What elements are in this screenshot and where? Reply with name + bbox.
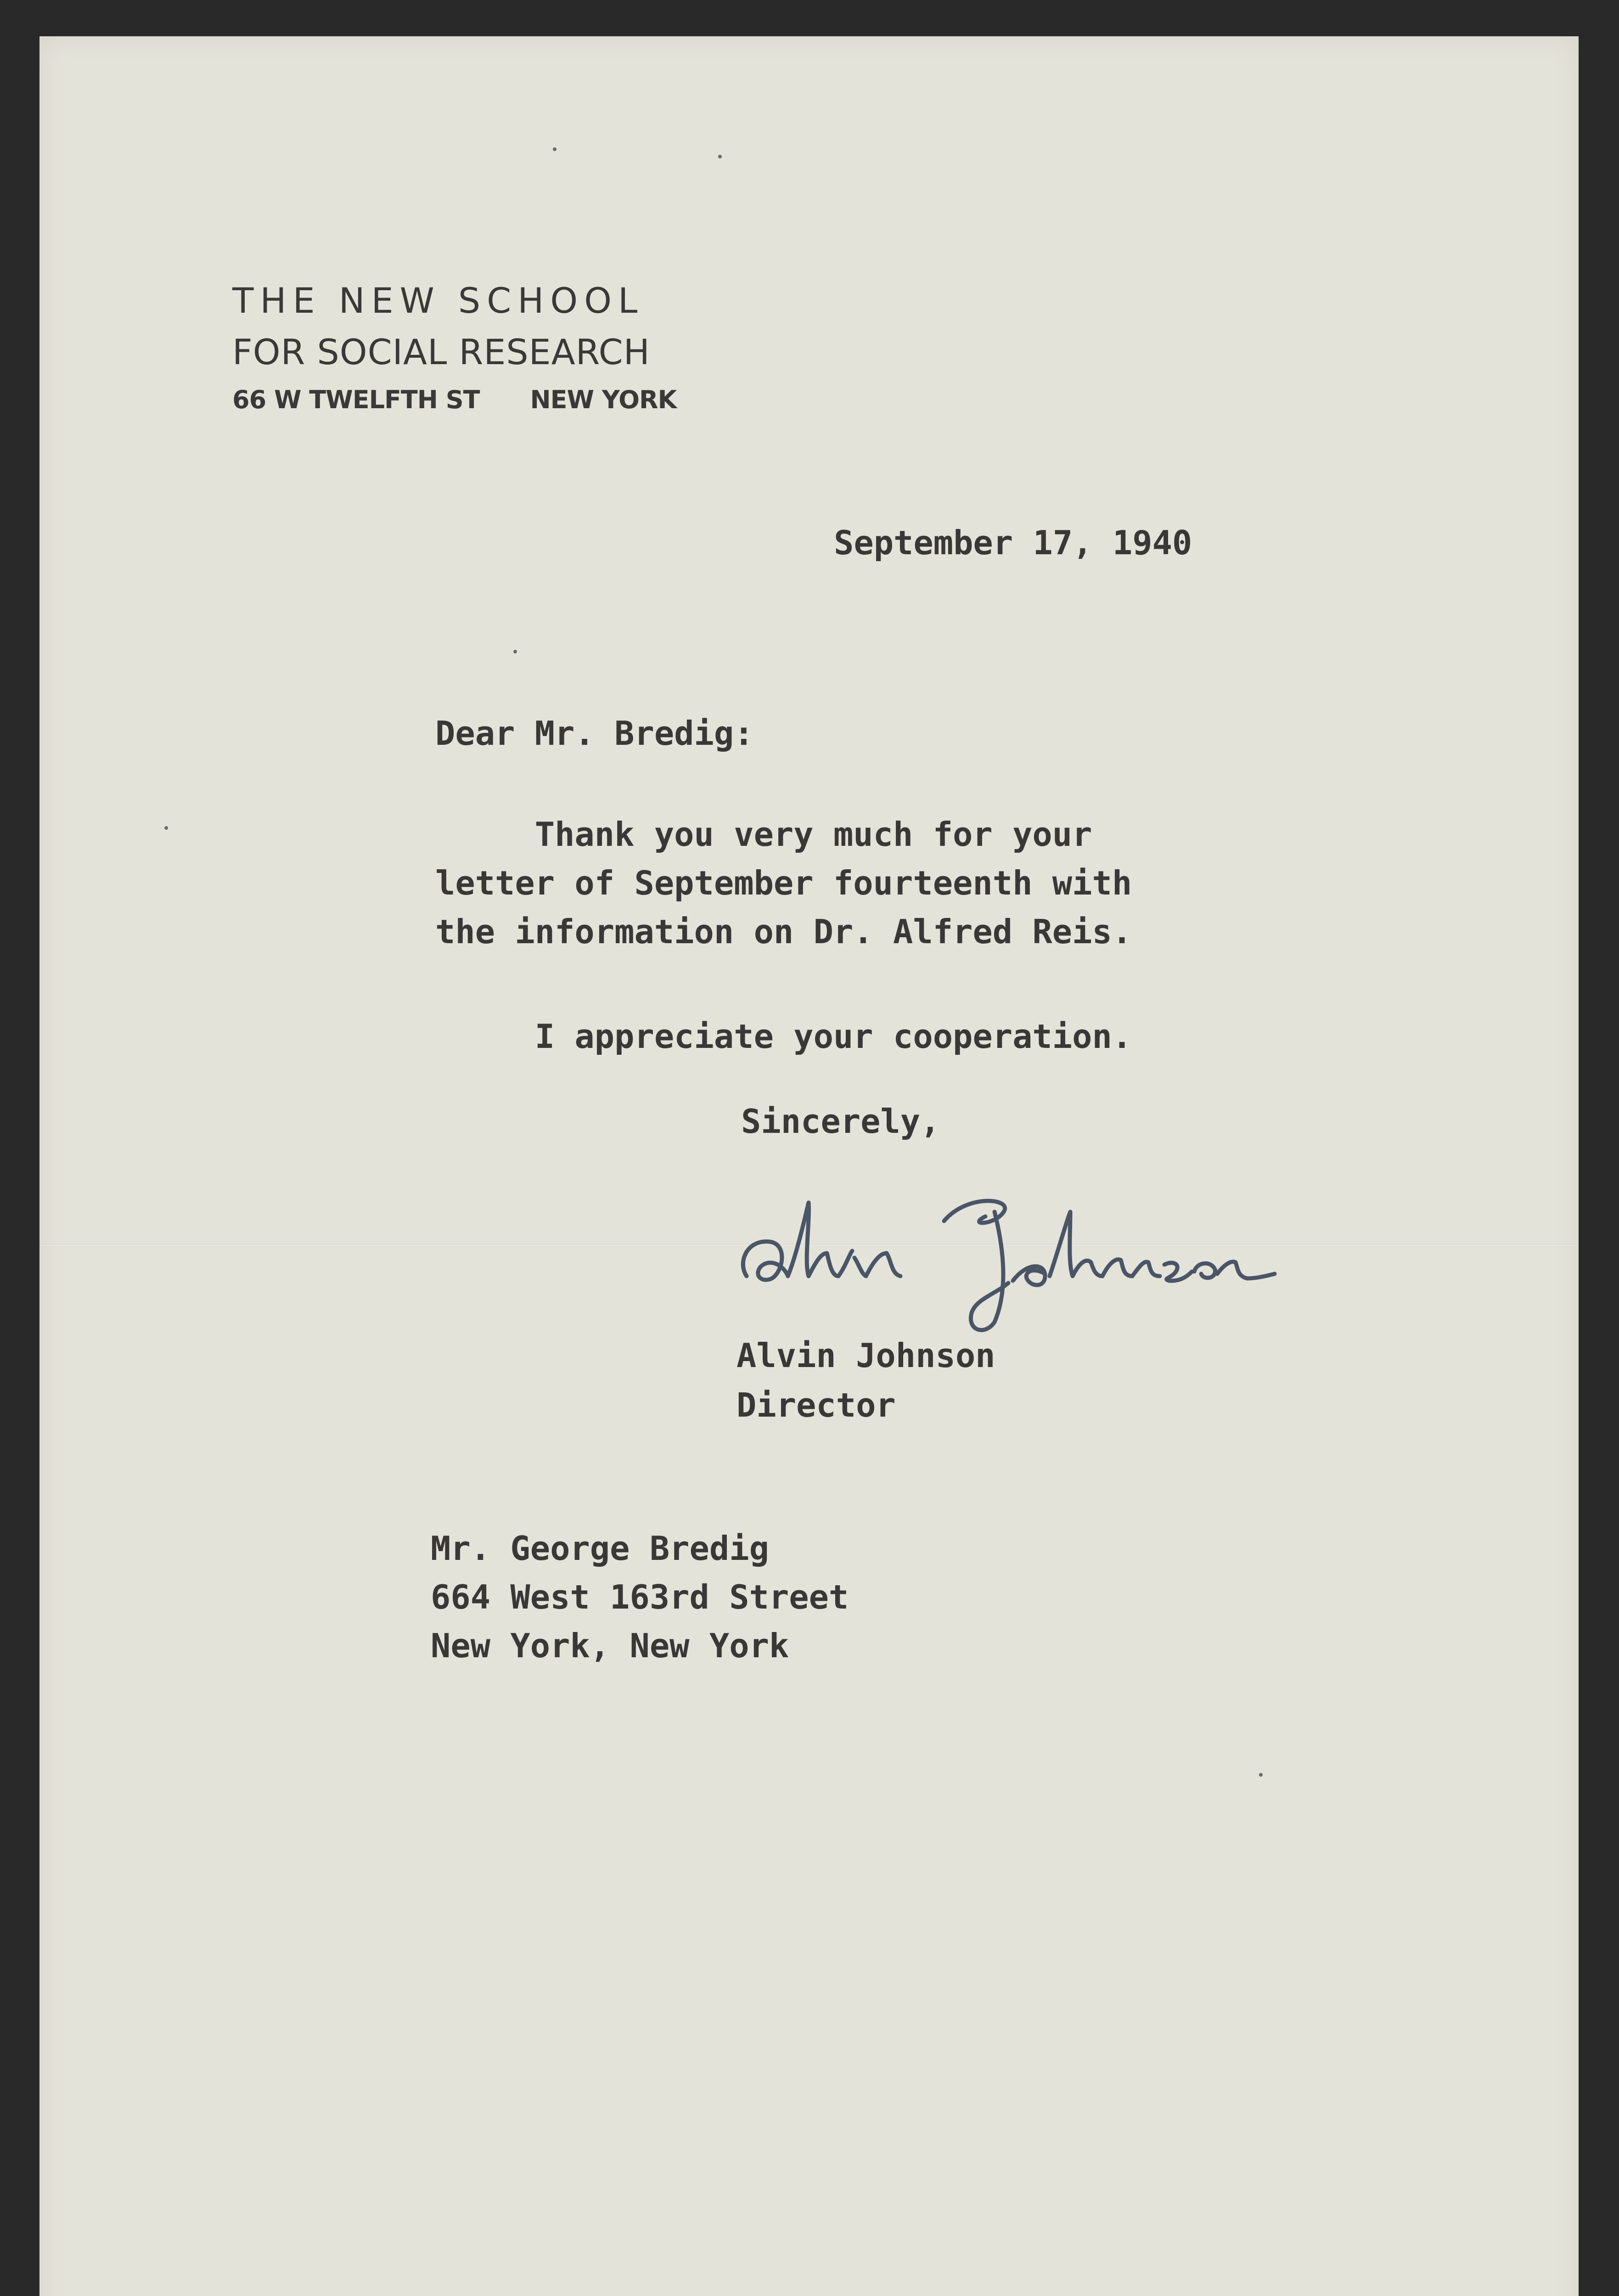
address-line: Mr. George Bredig — [431, 1529, 769, 1568]
paper-speck — [1259, 1773, 1263, 1777]
letterhead-street: 66 W TWELFTH ST — [232, 385, 480, 414]
letterhead-city: NEW YORK — [530, 385, 677, 414]
paper-speck — [164, 826, 168, 830]
body-line: I appreciate your cooperation. — [435, 1017, 1132, 1056]
letter-date: September 17, 1940 — [834, 523, 1192, 562]
address-line: 664 West 163rd Street — [431, 1578, 849, 1616]
handwritten-signature — [728, 1184, 1325, 1340]
letterhead — [232, 275, 676, 422]
body-line: the information on Dr. Alfred Reis. — [435, 912, 1132, 951]
body-paragraph-2 — [435, 1012, 1132, 1061]
paper-speck — [553, 147, 557, 151]
address-line: New York, New York — [431, 1626, 789, 1665]
recipient-address — [431, 1524, 849, 1670]
paper-speck — [513, 650, 517, 653]
body-line: letter of September fourteenth with — [435, 864, 1132, 902]
body-paragraph-1 — [435, 810, 1132, 956]
paper-speck — [718, 155, 722, 158]
letterhead-address — [232, 378, 676, 422]
letterhead-institution-line2: FOR SOCIAL RESEARCH — [232, 332, 650, 372]
body-line: Thank you very much for your — [435, 815, 1092, 854]
letter-page — [39, 36, 1579, 2296]
letterhead-institution-line1: THE NEW SCHOOL — [232, 280, 644, 321]
signer-title: Director — [736, 1386, 896, 1424]
salutation: Dear Mr. Bredig: — [435, 714, 754, 753]
signer-name: Alvin Johnson — [736, 1336, 995, 1375]
closing: Sincerely, — [741, 1102, 940, 1141]
